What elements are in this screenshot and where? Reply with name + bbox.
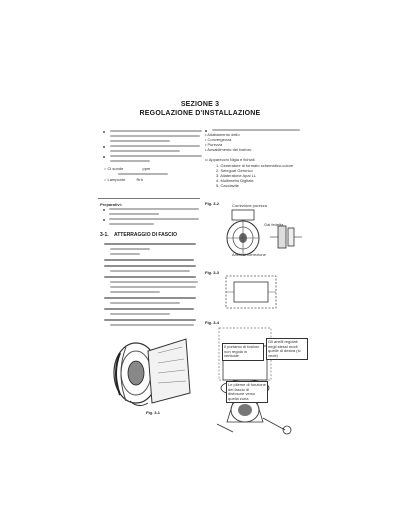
preparation-label: Preparativi: <box>100 202 123 207</box>
circle-icon: ○ <box>104 166 107 171</box>
bullet-dot <box>103 156 105 158</box>
figure-3-3-illustration <box>222 272 282 312</box>
right-item-2: • Convergenza <box>205 137 232 142</box>
right-item-3: • Purezza <box>205 142 223 147</box>
right-item-4: • Ansaldimento del fosforo <box>205 147 252 152</box>
equipment-item-5: 5. Cacciavite <box>216 183 239 188</box>
section-3-1-heading: 3-1. ATTERRAGGIO DI FASCIO <box>100 232 177 238</box>
figure-3-1-illustration <box>108 333 208 413</box>
equipment-item-2: 2. Seleguat Gerorico <box>216 168 253 173</box>
section-subtitle: REGOLAZIONE D'INSTALLAZIONE <box>139 110 261 117</box>
bullet-dot <box>103 131 105 133</box>
meter-label-2: ○ Lamponte Rrh <box>104 177 143 182</box>
fig34-callout-bottom: Le pileme di funzione del fascio di disfosore verso quella zona <box>226 381 268 403</box>
equipment-item-3: 3. Aliateratone Apal LL <box>216 173 257 178</box>
equipment-item-1: 1. Generatore di formato schematico-colore <box>216 163 294 168</box>
section-divider <box>98 198 200 199</box>
right-item-1: • Adattamento dello <box>205 132 240 137</box>
meter-label-1: ○ Cl sonde ppm <box>104 166 151 171</box>
figure-3-1-label: Fig. 3-1 <box>146 410 161 415</box>
fig34-callout-left: Il portanto di fosforo non regola in verticale <box>222 343 264 361</box>
figure-3-3-label: Fig. 3-3 <box>205 270 220 275</box>
figure-3-4-label: Fig. 3-4 <box>205 320 220 325</box>
section-title: SEZIONE 3 <box>180 101 220 108</box>
fig32-side-label: Anelli di correzione <box>232 252 266 257</box>
subsection-label: •• Apparecchi Nigia e fichiali <box>205 157 255 162</box>
equipment-item-4: 4. Multimetro Digitale <box>216 178 254 183</box>
fig32-right-label: Gal fedelta <box>264 222 284 227</box>
circle-icon: ○ <box>104 177 107 182</box>
figure-3-2-illustration <box>208 208 308 266</box>
fig34-callout-right: Gli anelli regolati negli stessi modi quelle di destra (si vede) <box>266 338 308 360</box>
fig32-top-label: Correzione purezza <box>232 203 267 208</box>
figure-3-2-label: Fig. 3-2 <box>205 201 220 206</box>
bullet-dot <box>103 146 105 148</box>
